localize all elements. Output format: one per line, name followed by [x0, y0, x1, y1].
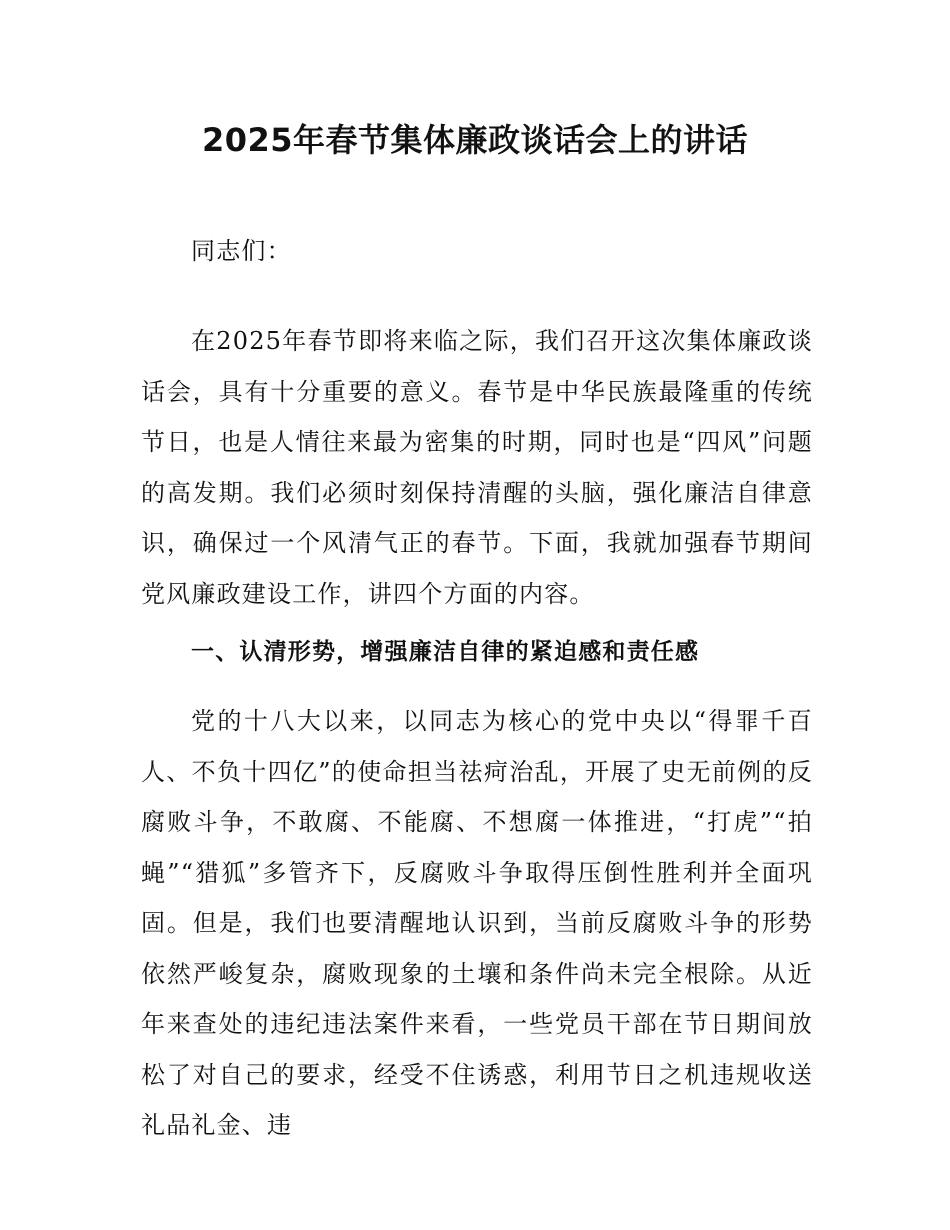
document-title: 2025年春节集体廉政谈话会上的讲话 — [201, 121, 749, 159]
salutation: 同志们： — [191, 237, 292, 265]
section-heading-1: 一、认清形势，增强廉洁自律的紧迫感和责任感 — [191, 639, 700, 665]
paragraph-situation: 党的十八大以来，以同志为核心的党中央以“得罪千百人、不负十四亿”的使命担当祛疴治乱，开展了史无前例的反腐败斗争，不敢腐、不能腐、不想腐一体推进，“打虎”“拍蝇”“猎狐”多管齐下，反腐败斗争取得压倒性胜利并全面巩固。但是，我们也要清醒地认识到，当前反腐败斗争的形势依然严峻复杂，腐败现象的土壤和条件尚未完全根除。从近年来查处的违纪违法案件来看，一些党员干部在节日期间放松了对自己的要求，经受不住诱惑，利用节日之机违规收送礼品礼金、违 — [141, 707, 813, 1139]
paragraph-intro: 在2025年春节即将来临之际，我们召开这次集体廉政谈话会，具有十分重要的意义。春节是中华民族最隆重的传统节日，也是人情往来最为密集的时期，同时也是“四风”问题的高发期。我们必须时刻保持清醒的头脑，强化廉洁自律意识，确保过一个风清气正的春节。下面，我就加强春节期间党风廉政建设工作，讲四个方面的内容。 — [141, 327, 813, 608]
